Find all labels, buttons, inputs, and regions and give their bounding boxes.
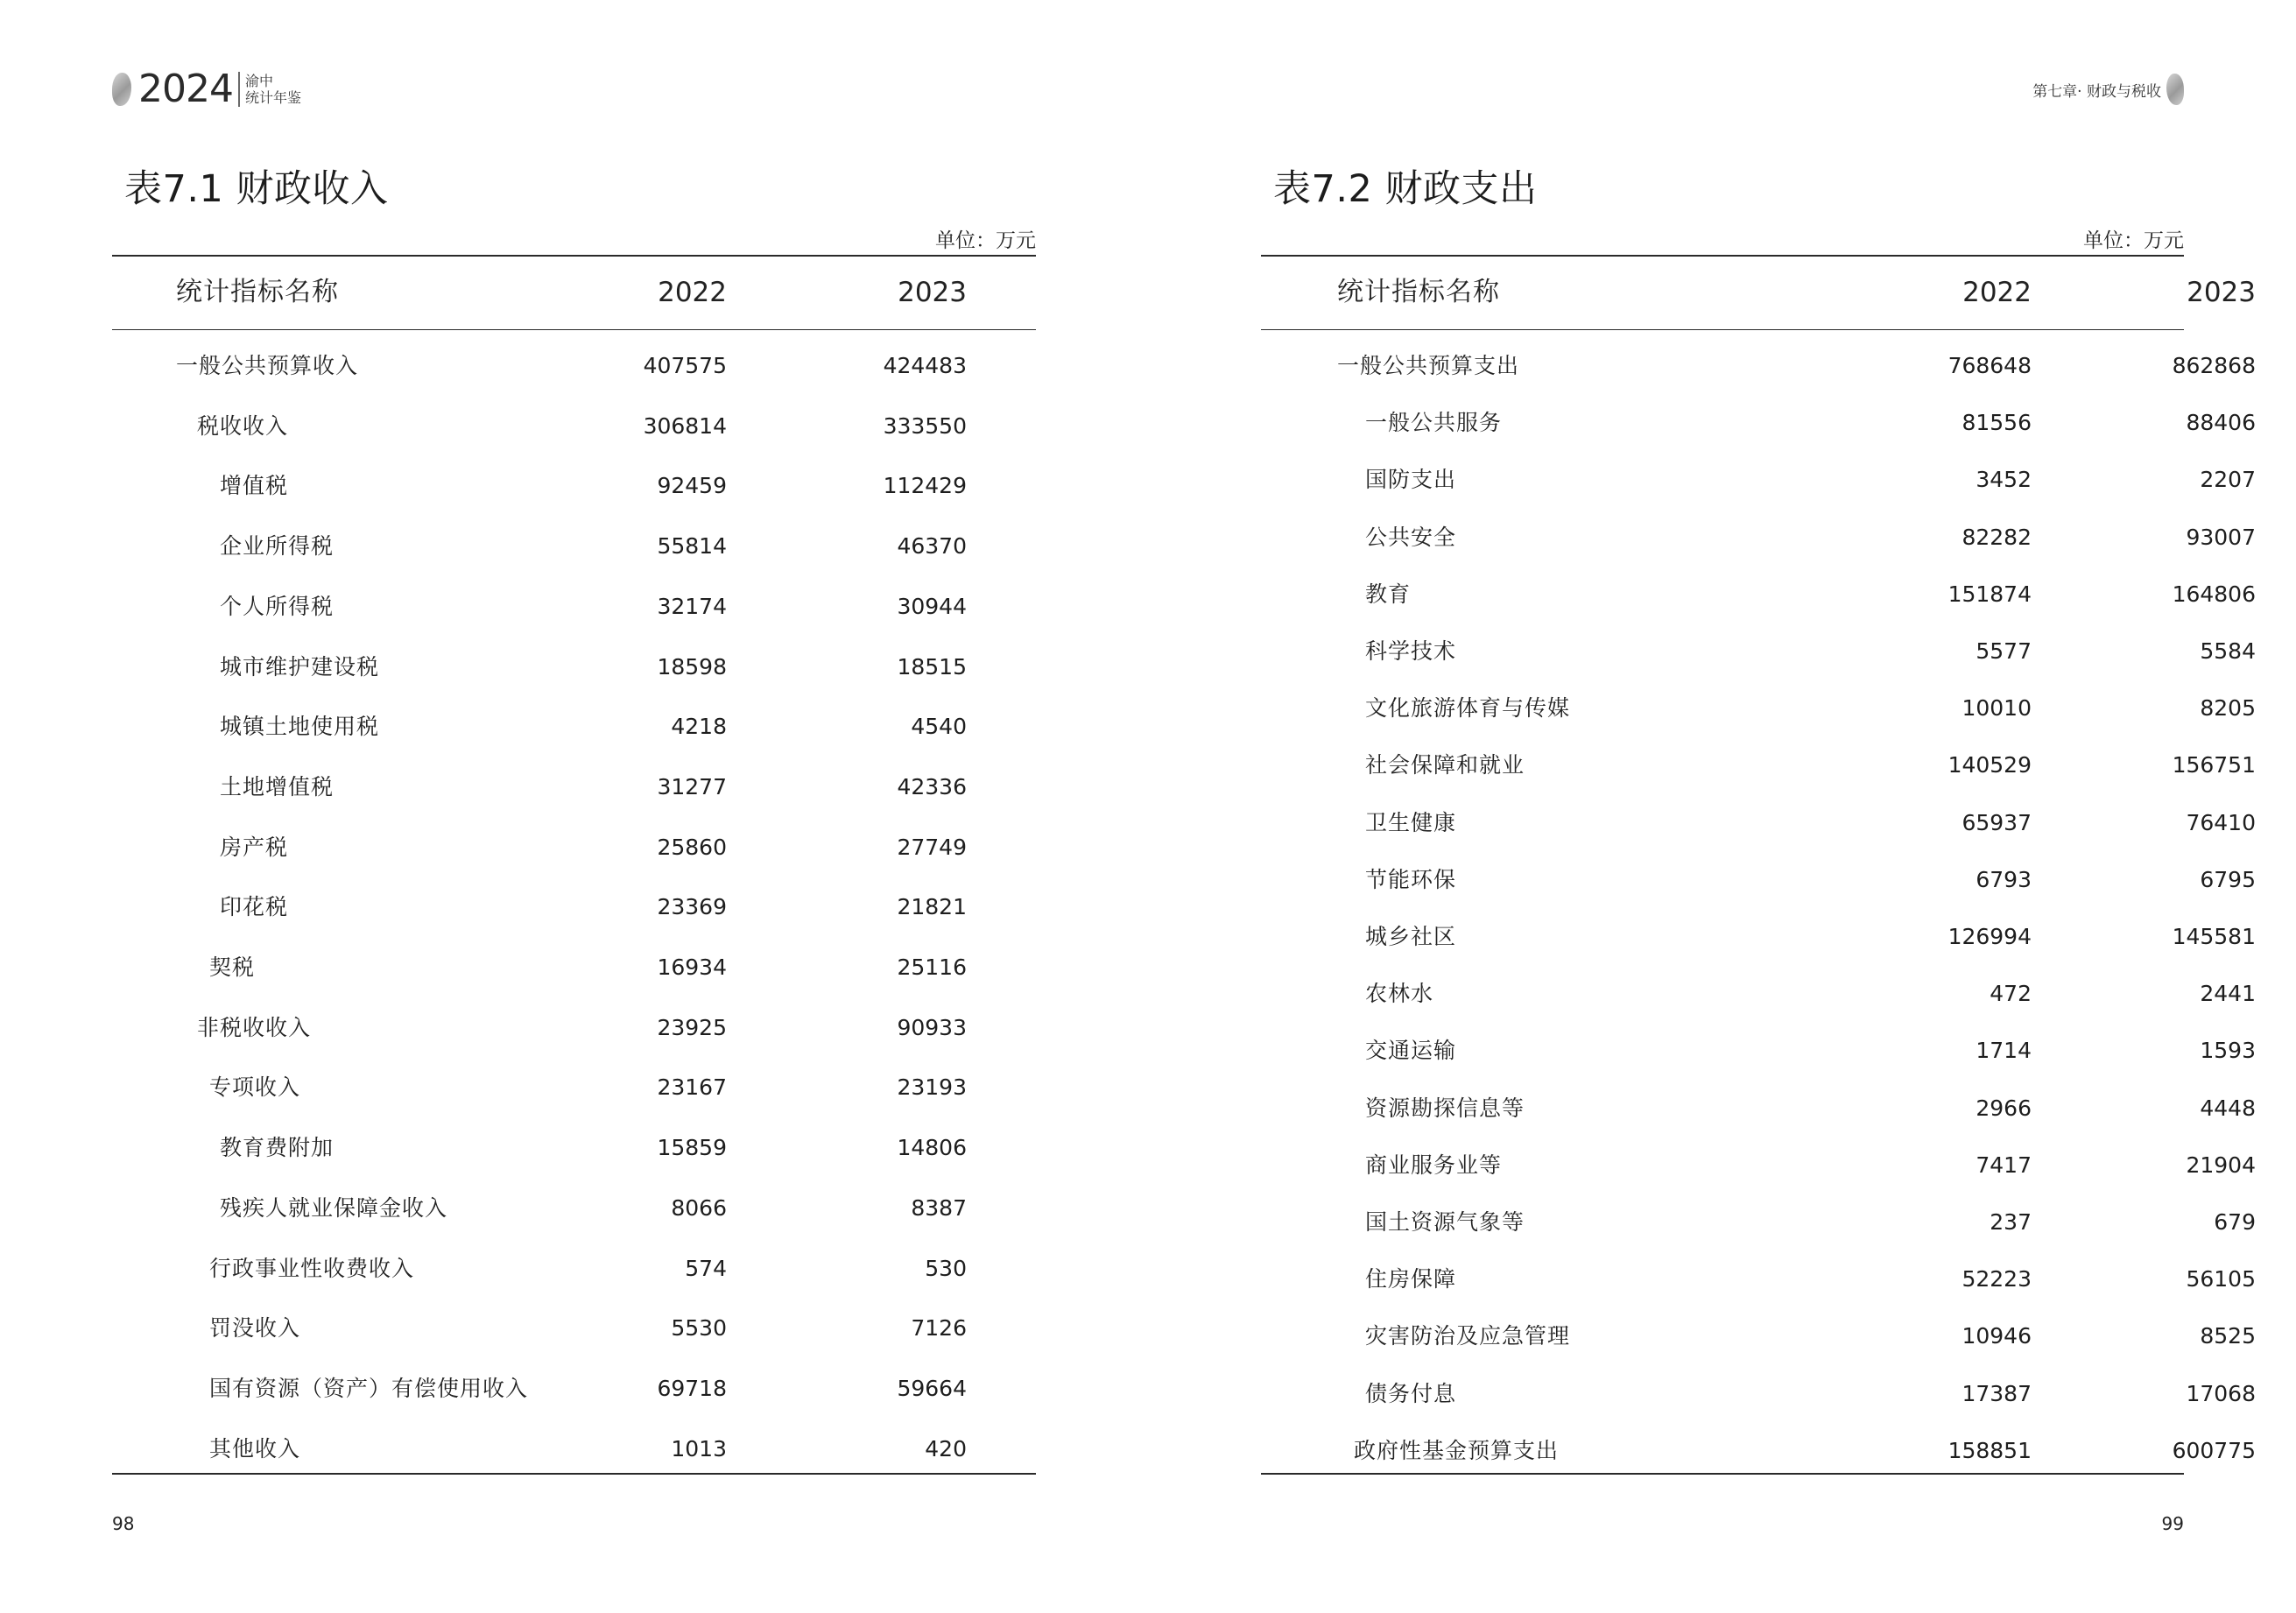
row-indicator-name: 其他收入 [209,1435,301,1462]
row-indicator-name: 教育费附加 [220,1135,335,1161]
row-value-2023: 164806 [2172,581,2256,607]
row-indicator-name: 专项收入 [209,1074,301,1101]
row-value-2023: 76410 [2186,809,2256,835]
row-value-2022: 5530 [671,1315,727,1342]
chapter-label: 第七章· 财政与税收 [2032,82,2161,101]
row-value-2022: 151874 [1947,581,2032,607]
row-value-2022: 92459 [657,473,727,499]
row-indicator-name: 住房保障 [1365,1266,1457,1293]
row-indicator-name: 灾害防治及应急管理 [1365,1323,1571,1349]
table-row [1261,632,2256,671]
row-indicator-name: 一般公共服务 [1365,410,1503,436]
row-indicator-name: 卫生健康 [1365,809,1457,835]
row-indicator-name: 增值税 [220,473,289,499]
row-value-2022: 237 [1990,1209,2032,1235]
row-value-2022: 55814 [657,533,727,560]
row-indicator-name: 教育 [1365,581,1412,607]
row-value-2022: 10946 [1961,1323,2032,1349]
row-value-2022: 126994 [1947,924,2032,949]
row-indicator-name: 税收收入 [197,412,289,439]
table-row [1261,461,2256,499]
row-value-2022: 8066 [671,1194,727,1221]
column-header-2022: 2022 [1962,277,2032,308]
table-row [112,588,1036,626]
row-indicator-name: 节能环保 [1365,866,1457,892]
row-indicator-name: 交通运输 [1365,1038,1457,1064]
row-indicator-name: 契税 [209,954,256,980]
table-row [1261,746,2256,785]
table-7-1-unit: 单位：万元 [935,229,1036,252]
row-indicator-name: 房产税 [220,834,289,860]
column-header-2023: 2023 [2187,277,2256,308]
row-indicator-name: 印花税 [220,894,289,920]
table-row [112,708,1036,746]
row-value-2022: 768648 [1947,353,2032,378]
row-value-2023: 56105 [2186,1266,2256,1293]
row-value-2022: 158851 [1947,1437,2032,1463]
row-value-2022: 306814 [643,412,727,439]
row-value-2022: 52223 [1961,1266,2032,1293]
table-row [1261,689,2256,728]
row-indicator-name: 农林水 [1365,981,1434,1007]
table-row [112,407,1036,446]
row-value-2023: 862868 [2172,353,2256,378]
row-value-2023: 6795 [2200,866,2256,892]
row-indicator-name: 文化旅游体育与传媒 [1365,695,1571,722]
table-header-rule [1261,329,2184,330]
row-value-2023: 420 [925,1435,967,1462]
table-7-1-header-row [112,256,1036,329]
row-value-2023: 2207 [2200,467,2256,493]
table-7-2-header-row [1261,256,2256,329]
table-row [1261,1260,2256,1299]
row-value-2023: 530 [925,1255,967,1281]
table-row [112,1309,1036,1348]
table-bottom-rule [112,1473,1036,1475]
row-indicator-name: 一般公共预算收入 [176,353,359,378]
table-7-1-title: 表7.1 财政收入 [124,167,389,211]
row-indicator-name: 科学技术 [1365,638,1457,664]
table-row [112,648,1036,687]
page-right [1261,0,2256,1613]
row-value-2022: 23925 [657,1014,727,1040]
table-header-rule [112,329,1036,330]
row-indicator-name: 企业所得税 [220,533,335,560]
row-value-2023: 156751 [2172,752,2256,778]
row-value-2023: 30944 [897,593,967,619]
table-row [1261,347,2256,385]
table-row [112,1370,1036,1408]
table-row [112,828,1036,867]
row-indicator-name: 个人所得税 [220,593,335,619]
table-row [1261,1089,2256,1128]
row-value-2023: 23193 [897,1074,967,1101]
table-row [112,347,1036,385]
row-value-2022: 82282 [1961,524,2032,550]
table-row [1261,575,2256,614]
row-value-2023: 333550 [883,412,967,439]
row-indicator-name: 土地增值税 [220,773,335,799]
table-row [112,888,1036,926]
row-value-2023: 25116 [897,954,967,980]
column-header-2022: 2022 [658,277,727,308]
row-indicator-name: 非税收收入 [197,1014,312,1040]
row-value-2022: 23369 [657,894,727,920]
row-indicator-name: 公共安全 [1365,524,1457,550]
row-value-2023: 27749 [897,834,967,860]
row-value-2022: 574 [685,1255,727,1281]
row-value-2023: 600775 [2172,1437,2256,1463]
table-row [1261,861,2256,899]
row-value-2022: 2966 [1976,1095,2032,1121]
row-value-2023: 4448 [2200,1095,2256,1121]
row-value-2022: 1013 [671,1435,727,1462]
table-row [1261,918,2256,956]
row-indicator-name: 国防支出 [1365,467,1457,493]
row-indicator-name: 城市维护建设税 [220,653,380,680]
row-indicator-name: 政府性基金预算支出 [1354,1437,1560,1463]
row-value-2022: 15859 [657,1135,727,1161]
row-value-2022: 81556 [1961,410,2032,436]
row-value-2023: 8205 [2200,695,2256,722]
row-value-2022: 10010 [1961,695,2032,722]
table-7-2-unit: 单位：万元 [2083,229,2184,252]
row-indicator-name: 国土资源气象等 [1365,1209,1525,1235]
column-header-indicator: 统计指标名称 [176,277,339,307]
table-row [112,948,1036,987]
row-value-2022: 472 [1990,981,2032,1007]
yearbook-title-line2: 统计年鉴 [244,89,301,106]
row-indicator-name: 行政事业性收费收入 [209,1255,415,1281]
table-row [1261,404,2256,442]
page-number-right: 99 [2161,1513,2184,1534]
row-value-2023: 679 [2214,1209,2256,1235]
page-left [112,0,1036,1613]
row-value-2023: 59664 [897,1375,967,1401]
row-value-2023: 2441 [2200,981,2256,1007]
row-value-2022: 3452 [1976,467,2032,493]
row-indicator-name: 商业服务业等 [1365,1152,1503,1178]
row-value-2022: 140529 [1947,752,2032,778]
row-indicator-name: 资源勘探信息等 [1365,1095,1525,1121]
row-indicator-name: 一般公共预算支出 [1337,353,1520,378]
table-row [112,467,1036,505]
table-row [112,1250,1036,1288]
row-value-2023: 8525 [2200,1323,2256,1349]
row-value-2022: 65937 [1961,809,2032,835]
table-row [112,1430,1036,1469]
table-row [112,1129,1036,1167]
table-row [1261,1432,2256,1470]
row-value-2022: 18598 [657,653,727,680]
row-value-2022: 25860 [657,834,727,860]
table-7-2-title: 表7.2 财政支出 [1273,167,1538,211]
row-value-2023: 46370 [897,533,967,560]
yearbook-year: 2024 [138,67,233,111]
row-value-2022: 16934 [657,954,727,980]
row-value-2023: 145581 [2172,924,2256,949]
table-bottom-rule [1261,1473,2184,1475]
row-indicator-name: 城乡社区 [1365,924,1457,949]
table-row [1261,1317,2256,1356]
table-row [1261,1203,2256,1242]
table-row [1261,518,2256,557]
row-indicator-name: 债务付息 [1365,1380,1457,1406]
row-indicator-name: 社会保障和就业 [1365,752,1525,778]
table-row [1261,1375,2256,1413]
row-value-2022: 7417 [1976,1152,2032,1178]
row-value-2022: 6793 [1976,866,2032,892]
row-value-2022: 31277 [657,773,727,799]
row-value-2023: 42336 [897,773,967,799]
table-row [1261,1146,2256,1185]
row-value-2023: 21821 [897,894,967,920]
row-value-2022: 407575 [643,353,727,378]
row-value-2023: 8387 [911,1194,967,1221]
table-row [112,1068,1036,1107]
table-row [112,1009,1036,1047]
row-value-2023: 88406 [2186,410,2256,436]
row-value-2023: 4540 [911,714,967,740]
column-header-2023: 2023 [898,277,967,308]
table-row [112,527,1036,566]
row-value-2023: 18515 [897,653,967,680]
row-value-2023: 90933 [897,1014,967,1040]
row-value-2022: 32174 [657,593,727,619]
row-indicator-name: 国有资源（资产）有偿使用收入 [209,1375,529,1401]
table-row [1261,975,2256,1013]
table-row [112,1189,1036,1228]
table-row [1261,804,2256,842]
row-value-2023: 21904 [2186,1152,2256,1178]
page-number-left: 98 [112,1513,135,1534]
row-indicator-name: 罚没收入 [209,1315,301,1342]
row-value-2023: 5584 [2200,638,2256,664]
row-value-2023: 7126 [911,1315,967,1342]
row-value-2023: 424483 [883,353,967,378]
row-value-2023: 112429 [883,473,967,499]
row-value-2022: 5577 [1976,638,2032,664]
column-header-indicator: 统计指标名称 [1337,277,1500,307]
row-value-2022: 4218 [671,714,727,740]
row-indicator-name: 残疾人就业保障金收入 [220,1194,448,1221]
row-value-2023: 93007 [2186,524,2256,550]
row-value-2022: 1714 [1976,1038,2032,1064]
row-value-2022: 23167 [657,1074,727,1101]
yearbook-title-line1: 渝中 [244,73,273,89]
row-value-2022: 69718 [657,1375,727,1401]
row-indicator-name: 城镇土地使用税 [220,714,380,740]
row-value-2022: 17387 [1961,1380,2032,1406]
table-row [1261,1032,2256,1070]
row-value-2023: 1593 [2200,1038,2256,1064]
table-row [112,768,1036,806]
row-value-2023: 14806 [897,1135,967,1161]
row-value-2023: 17068 [2186,1380,2256,1406]
